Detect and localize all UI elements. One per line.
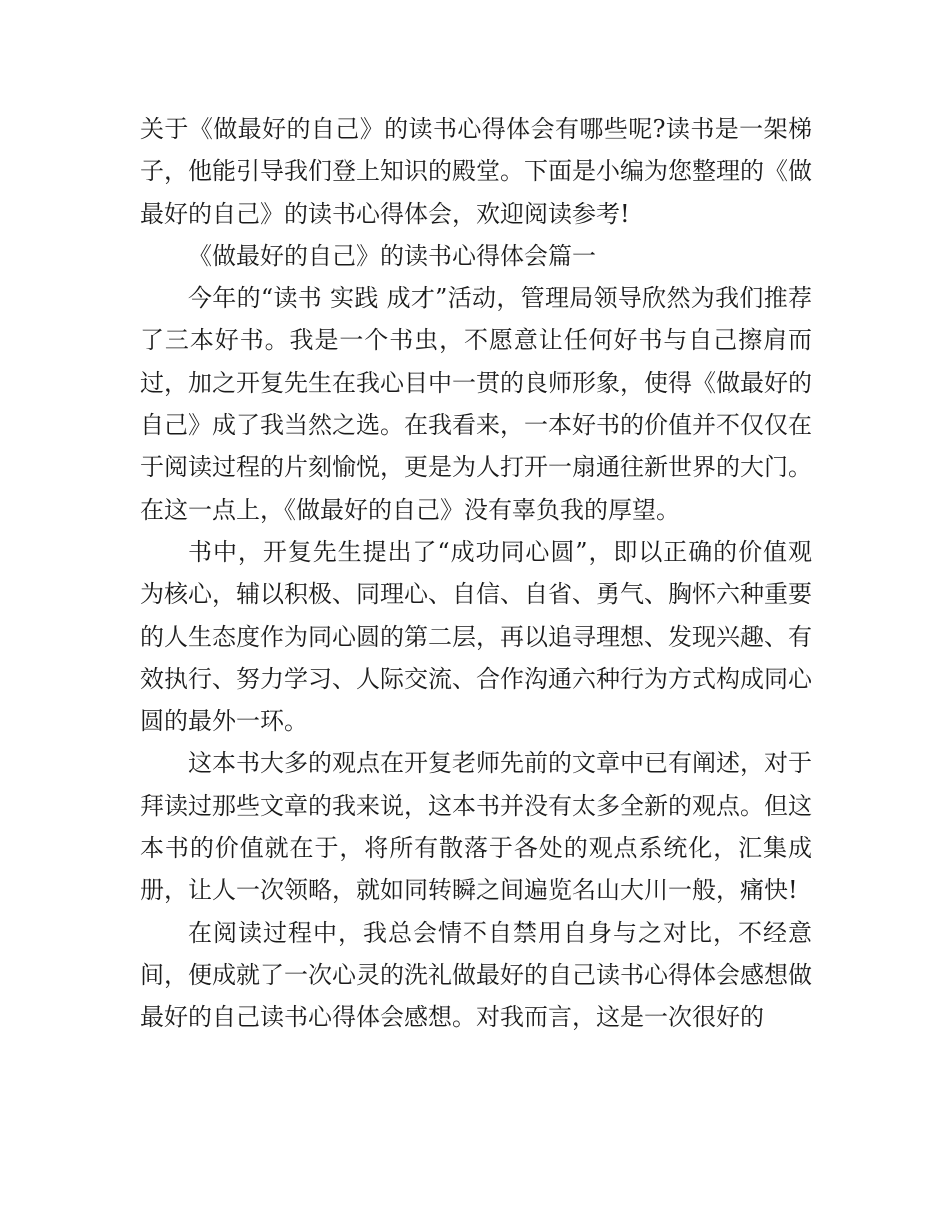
body-paragraph-1: 今年的“读书 实践 成才”活动，管理局领导欣然为我们推荐了三本好书。我是一个书虫，不愿意让任何好书与自己擦肩而过，加之开复先生在我心目中一贯的良师形象，使得《做最好的自己》成了我当然之选。在我看来，一本好书的价值并不仅仅在于阅读过程的片刻愉悦，更是为人打开一扇通往新世界的大门。在这一点上，《做最好的自己》没有辜负我的厚望。 — [140, 284, 812, 524]
section-heading: 《做最好的自己》的读书心得体会篇一 — [188, 241, 596, 270]
document-body — [140, 108, 812, 1039]
intro-paragraph: 关于《做最好的自己》的读书心得体会有哪些呢?读书是一架梯子，他能引导我们登上知识的殿堂。下面是小编为您整理的《做最好的自己》的读书心得体会，欢迎阅读参考! — [140, 115, 812, 228]
body-paragraph-3: 这本书大多的观点在开复老师先前的文章中已有阐述，对于拜读过那些文章的我来说，这本书并没有太多全新的观点。但这本书的价值就在于，将所有散落于各处的观点系统化，汇集成册，让人一次领略，就如同转瞬之间遍览名山大川一般，痛快! — [140, 749, 812, 905]
body-paragraph-2: 书中，开复先生提出了“成功同心圆”，即以正确的价值观为核心，辅以积极、同理心、自信、自省、勇气、胸怀六种重要的人生态度作为同心圆的第二层，再以追寻理想、发现兴趣、有效执行、努力学习、人际交流、合作沟通六种行为方式构成同心圆的最外一环。 — [140, 537, 812, 736]
body-paragraph-4: 在阅读过程中，我总会情不自禁用自身与之对比，不经意间，便成就了一次心灵的洗礼做最好的自己读书心得体会感想做最好的自己读书心得体会感想。对我而言，这是一次很好的 — [140, 918, 812, 1032]
